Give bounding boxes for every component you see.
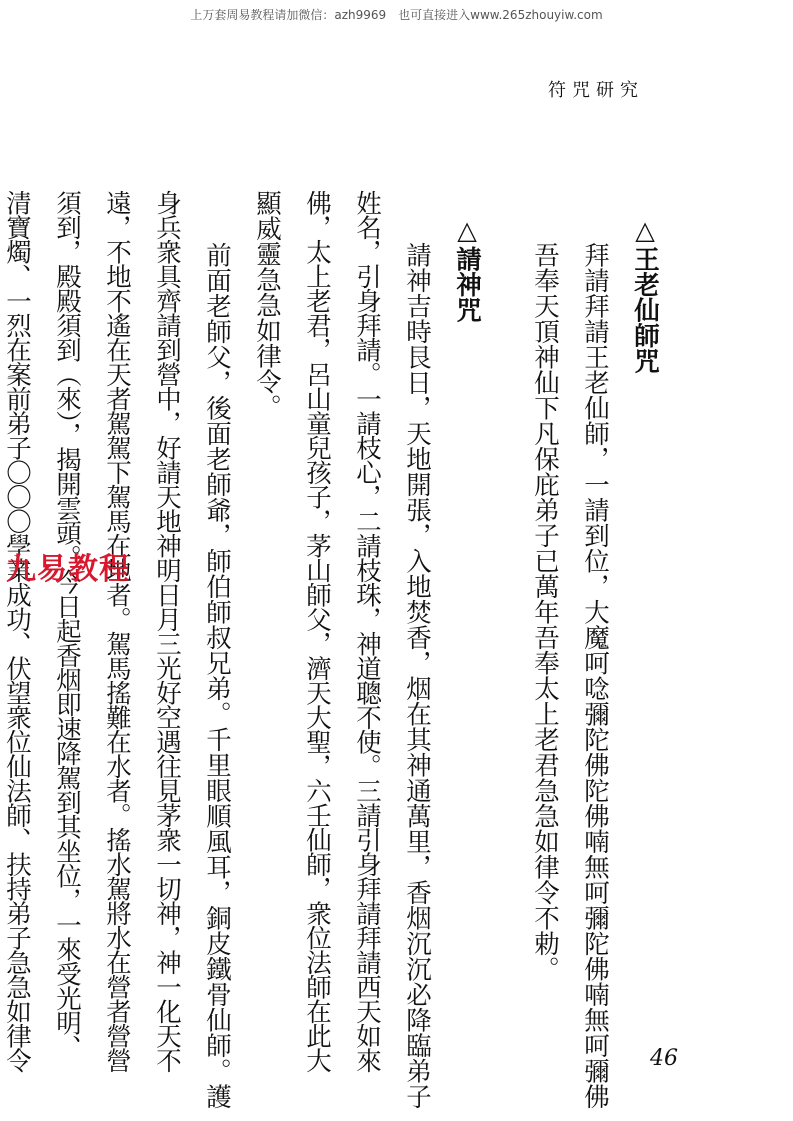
running-title: 符咒研究 xyxy=(548,80,644,101)
text-column: 佛，太上老君，呂山童兒孩子，茅山師父，濟天大聖，六壬仙師，衆位法師在此大 xyxy=(302,190,332,1072)
section-heading-wang-laoxian: △王老仙師咒 xyxy=(630,216,660,374)
download-banner: 上万套周易教程请加微信：azh9969 也可直接进入www.265zhouyiw.com xyxy=(190,8,603,22)
text-column: 清寶燭、一烈在案前弟子〇〇〇學業成功、伏望衆位仙法師、扶持弟子急急如律令 xyxy=(2,190,32,1072)
text-column: 姓名，引身拜請。一請枝心，二請枝珠，神道聰不使。三請引身拜請拜請西天如來 xyxy=(352,190,382,1072)
text-column: 須到，殿殿須到（來），揭開雲頭。今日起香烟即速降駕到其坐位，一來受光明、 xyxy=(52,190,82,1060)
text-column: 吾奉天頂神仙下凡保庇弟子已萬年吾奉太上老君急急如律令不勅。 xyxy=(530,242,560,982)
text-column: 前面老師父，後面老師爺，師伯師叔兄弟。千里眼順風耳，銅皮鐵骨仙師。護 xyxy=(202,242,232,1109)
text-column: 遠，不地不遙在天者駕駕下駕馬在地者。駕馬搖難在水者。搖水駕將水在營者營營 xyxy=(102,190,132,1072)
page-number: 46 xyxy=(650,1046,678,1071)
column-spacer xyxy=(492,190,520,1030)
section-heading-qing-shen: △請神咒 xyxy=(452,216,482,323)
watermark-logo-text: 九易教程 xyxy=(6,552,130,587)
text-column: 身兵衆具齊請到營中，好請天地神明日月三光好空遇往見茅衆一切神，神一化天不 xyxy=(152,190,182,1072)
text-column: 請神吉時艮日，天地開張，入地焚香，烟在其神通萬里，香烟沉沉必降臨弟子 xyxy=(402,242,432,1109)
text-column: 顯威靈急急如律令。 xyxy=(252,190,282,420)
text-column: 拜請拜請王老仙師，一請到位，大魔呵唸彌陀佛陀佛喃無呵彌陀佛喃無呵彌佛 xyxy=(580,242,610,1109)
